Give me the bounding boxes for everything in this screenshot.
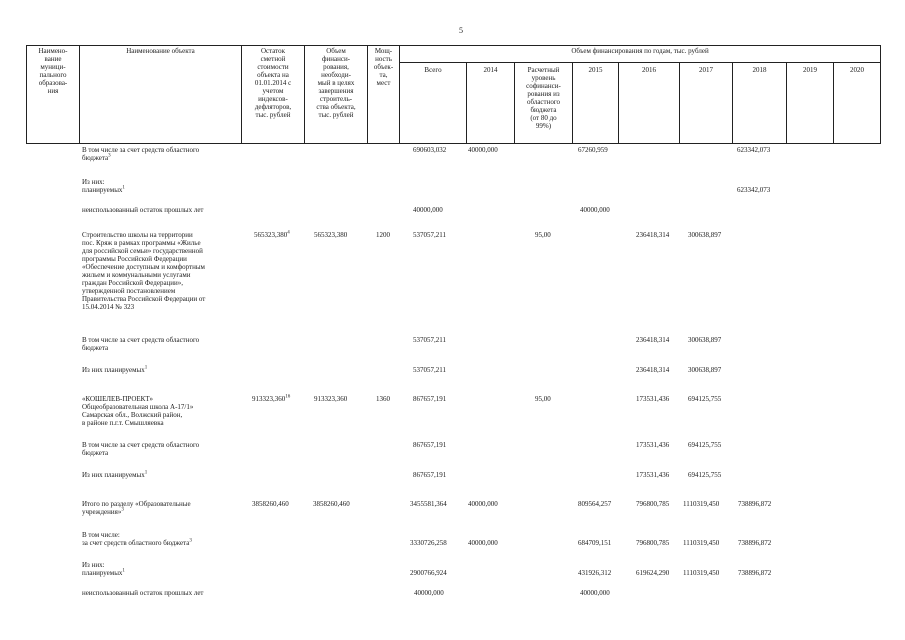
cell-2016: 236418,314 bbox=[636, 336, 670, 344]
header-object-name: Наименование объекта bbox=[126, 47, 195, 55]
header-2017: 2017 bbox=[699, 66, 713, 74]
header-cofinancing: Расчетный уровень софинанси- рования из областного бюджета (от 80 до 99%) bbox=[526, 66, 561, 130]
cell-total: 867657,191 bbox=[413, 471, 447, 479]
cell-2018: 738896,872 bbox=[738, 539, 772, 547]
header-2019: 2019 bbox=[803, 66, 817, 74]
cell-2016: 173531,436 bbox=[636, 441, 670, 449]
cell-2017: 300638,897 bbox=[688, 336, 722, 344]
cell-2015: 684709,151 bbox=[578, 539, 612, 547]
cell-2015: 809564,257 bbox=[578, 500, 612, 508]
cell-volume: 565323,380 bbox=[314, 231, 348, 239]
cell-2015: 40000,000 bbox=[580, 589, 610, 597]
cell-total: 3455581,364 bbox=[410, 500, 447, 508]
header-2020: 2020 bbox=[850, 66, 864, 74]
cell-total: 690603,032 bbox=[413, 146, 447, 154]
cell-total: 537057,211 bbox=[413, 231, 446, 239]
header-remainder: Остаток сметной стоимости объекта на 01.01.2014 с учетом индексов- дефляторов, тыс. рублей bbox=[254, 47, 292, 119]
row-name: Из них: планируемых$^1$ bbox=[82, 561, 125, 577]
cell-2018: 738896,872 bbox=[738, 500, 772, 508]
row-name: неиспользованный остаток прошлых лет bbox=[82, 206, 204, 214]
cell-cofinancing: 95,00 bbox=[535, 231, 551, 239]
row-name: Из них планируемых$^1$ bbox=[82, 365, 148, 374]
header-municipality: Наимено- вание муници- пального образова- ния bbox=[38, 47, 68, 95]
cell-total: 537057,211 bbox=[413, 366, 446, 374]
cell-remainder: 913323,360$^{16}$ bbox=[252, 394, 291, 403]
row-name: Из них: планируемых$^1$ bbox=[82, 178, 125, 194]
cell-2016: 796800,785 bbox=[636, 500, 670, 508]
cell-volume: 913323,360 bbox=[314, 395, 348, 403]
cell-2016: 236418,314 bbox=[636, 366, 670, 374]
cell-remainder: 3858260,460 bbox=[252, 500, 289, 508]
row-name: «КОШЕЛЕВ-ПРОЕКТ» Общеобразовательная школа А-17/1» Самарская обл., Волжский район, в районе п.г.т. Смышляевка bbox=[82, 395, 194, 427]
cell-2017: 1110319,450 bbox=[683, 500, 720, 508]
cell-capacity: 1360 bbox=[376, 395, 390, 403]
cell-total: 40000,000 bbox=[413, 206, 443, 214]
header-capacity: Мощ- ность объек- та, мест bbox=[373, 47, 394, 87]
header-2014: 2014 bbox=[483, 66, 498, 74]
cell-2017: 694125,755 bbox=[688, 441, 722, 449]
cell-2016: 619624,290 bbox=[636, 569, 670, 577]
header-total: Всего bbox=[424, 66, 442, 74]
row-name: Итого по разделу «Образовательные учреждения»$^3$ bbox=[82, 500, 191, 516]
cell-2015: 431926,312 bbox=[578, 569, 612, 577]
row-name: Из них планируемых$^1$ bbox=[82, 470, 148, 479]
cell-2017: 300638,897 bbox=[688, 231, 722, 239]
cell-2015: 40000,000 bbox=[580, 206, 610, 214]
cell-remainder: 565323,380$^4$ bbox=[254, 230, 290, 239]
cell-2016: 173531,436 bbox=[636, 471, 670, 479]
cell-total: 867657,191 bbox=[413, 441, 447, 449]
cell-2014: 40000,000 bbox=[468, 500, 498, 508]
cell-2018: 623342,073 bbox=[737, 146, 771, 154]
cell-2015: 67260,959 bbox=[578, 146, 608, 154]
row-name: В том числе: за счет средств областного бюджета$^3$ bbox=[82, 531, 192, 547]
row-name: В том числе за счет средств областного бюджета$^3$ bbox=[82, 146, 200, 162]
cell-2017: 1110319,450 bbox=[683, 539, 720, 547]
header-2016: 2016 bbox=[642, 66, 656, 74]
cell-total: 867657,191 bbox=[413, 395, 447, 403]
cell-2017: 300638,897 bbox=[688, 366, 722, 374]
header-2015: 2015 bbox=[588, 66, 603, 74]
cell-2016: 173531,436 bbox=[636, 395, 670, 403]
cell-2016: 236418,314 bbox=[636, 231, 670, 239]
row-name: Строительство школы на территории пос. Кряж в рамках программы «Жилье для российской семьи» государственной программы Российской Федерации «Обеспечение доступным и комфортным жильем и коммунальными услугами граждан Российской Федерации», утвержденной постановлением Правительства Российской Федерации от 15.04.2014 № 323 bbox=[82, 231, 206, 311]
cell-2017: 694125,755 bbox=[688, 471, 722, 479]
cell-volume: 3858260,460 bbox=[313, 500, 350, 508]
cell-2014: 40000,000 bbox=[468, 539, 498, 547]
cell-total: 2900766,924 bbox=[410, 569, 447, 577]
cell-2017: 1110319,450 bbox=[683, 569, 720, 577]
cell-total: 3330726,258 bbox=[410, 539, 447, 547]
cell-2018: 738896,872 bbox=[738, 569, 772, 577]
header-2018: 2018 bbox=[752, 66, 767, 74]
header-volume: Объем финанси- рования, необходи- мый в целях завершения строитель- ства объекта, тыс. рублей bbox=[316, 47, 356, 119]
cell-2014: 40000,000 bbox=[468, 146, 498, 154]
row-name: В том числе за счет средств областного бюджета bbox=[82, 441, 200, 457]
cell-capacity: 1200 bbox=[376, 231, 390, 239]
cell-total: 40000,000 bbox=[414, 589, 444, 597]
cell-2017: 694125,755 bbox=[688, 395, 722, 403]
cell-total: 537057,211 bbox=[413, 336, 446, 344]
page-number: 5 bbox=[459, 26, 463, 35]
row-name: В том числе за счет средств областного бюджета bbox=[82, 336, 200, 352]
cell-2016: 796800,785 bbox=[636, 539, 670, 547]
cell-cofinancing: 95,00 bbox=[535, 395, 551, 403]
header-financing-group: Объем финансирования по годам, тыс. рублей bbox=[571, 47, 709, 55]
row-name: неиспользованный остаток прошлых лет bbox=[82, 589, 204, 597]
cell-2018: 623342,073 bbox=[737, 186, 771, 194]
